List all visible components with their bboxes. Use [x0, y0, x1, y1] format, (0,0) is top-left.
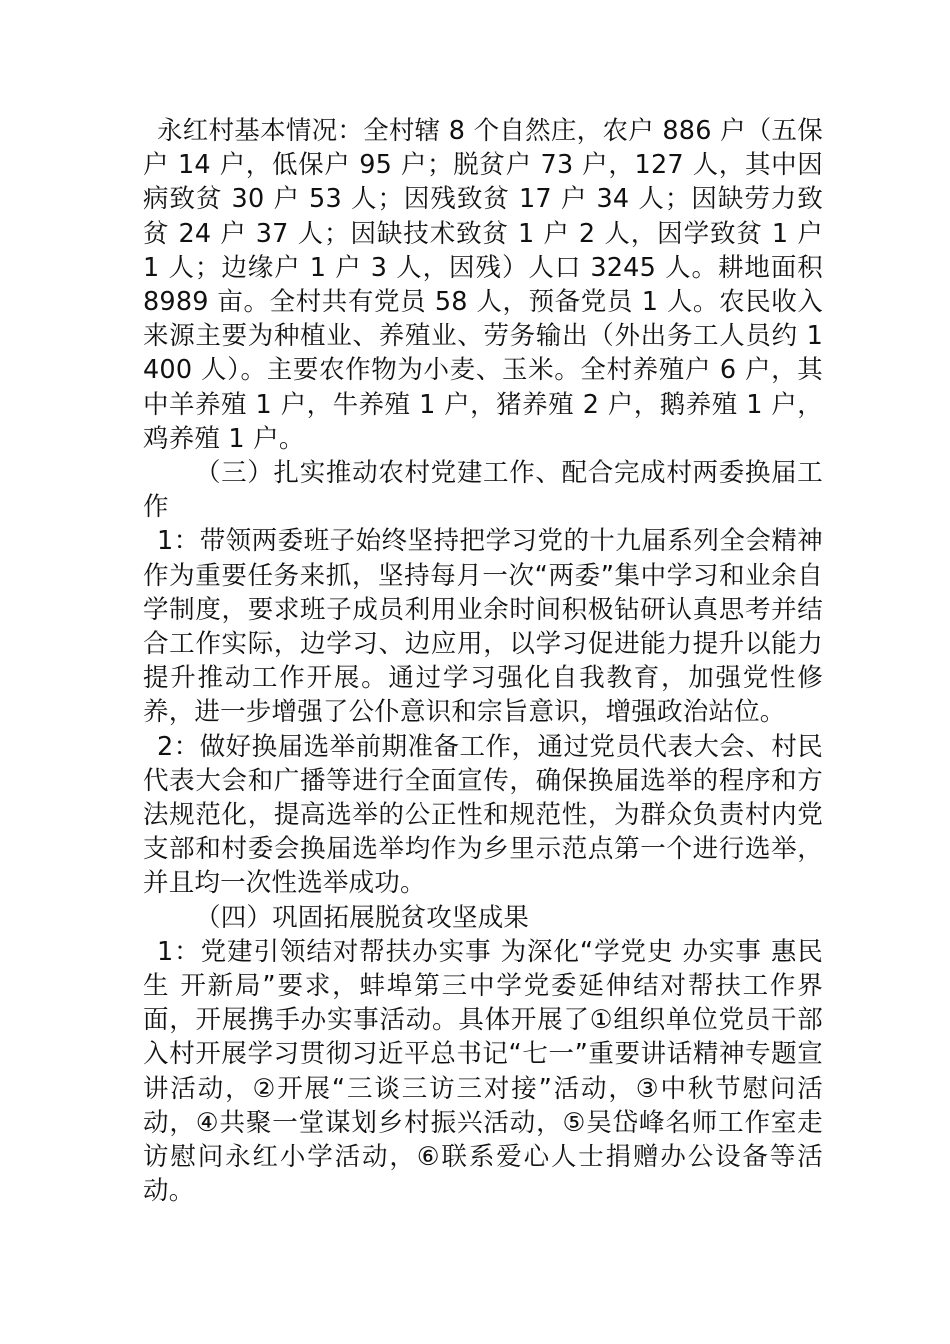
document-body	[143, 114, 823, 1209]
paragraph-village-basic-info: 永红村基本情况：全村辖 8 个自然庄，农户 886 户（五保户 14 户，低保户 95 户；脱贫户 73 户，127 人，其中因病致贫 30 户 53 人；因残致贫 17 户 34 人；因缺劳力致贫 24 户 37 人；因缺技术致贫 1 户 2 人，因学致贫 1 户 1 人；边缘户 1 户 3 人，因残）人口 3245 人。耕地面积 8989 亩。全村共有党员 58 人，预备党员 1 人。农民收入来源主要为种植业、养殖业、劳务输出（外出务工人员约 1400 人）。主要农作物为小麦、玉米。全村养殖户 6 户，其中羊养殖 1 户，牛养殖 1 户，猪养殖 2 户，鹅养殖 1 户，鸡养殖 1 户。	[143, 116, 823, 454]
section-three-item-1: 1：带领两委班子始终坚持把学习党的十九届系列全会精神作为重要任务来抓，坚持每月一次“两委”集中学习和业余自学制度，要求班子成员利用业余时间积极钻研认真思考并结合工作实际，边学习、边应用，以学习促进能力提升以能力提升推动工作开展。通过学习强化自我教育，加强党性修养，进一步增强了公仆意识和宗旨意识，增强政治站位。	[143, 526, 823, 728]
section-four-item-1: 1：党建引领结对帮扶办实事 为深化“学党史 办实事 惠民生 开新局”要求，蚌埠第三中学党委延伸结对帮扶工作界面，开展携手办实事活动。具体开展了①组织单位党员干部入村开展学习贯彻习近平总书记“七一”重要讲话精神专题宣讲活动，②开展“三谈三访三对接”活动，③中秋节慰问活动，④共聚一堂谋划乡村振兴活动，⑤吴岱峰名师工作室走访慰问永红小学活动，⑥联系爱心人士捐赠办公设备等活动。	[143, 936, 823, 1207]
section-four-heading: （四）巩固拓展脱贫攻坚成果	[195, 902, 530, 933]
section-three-heading: （三）扎实推动农村党建工作、配合完成村两委换届工作	[143, 458, 823, 523]
section-three-item-2: 2：做好换届选举前期准备工作，通过党员代表大会、村民代表大会和广播等进行全面宣传，确保换届选举的程序和方法规范化，提高选举的公正性和规范性，为群众负责村内党支部和村委会换届选举均作为乡里示范点第一个进行选举，并且均一次性选举成功。	[143, 731, 823, 899]
